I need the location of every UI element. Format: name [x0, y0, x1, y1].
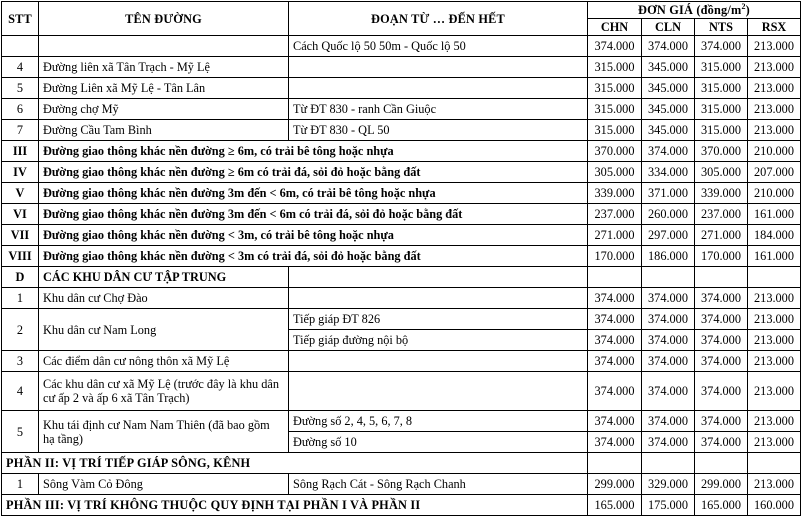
cell-road-name: Đường giao thông khác nền đường ≥ 6m có trải đá, sỏi đỏ hoặc bằng đất	[39, 162, 588, 183]
cell-cln: 186.000	[642, 246, 695, 267]
price-table-document	[0, 1, 800, 513]
cell-cln	[642, 267, 695, 288]
cell-chn: 374.000	[588, 351, 642, 372]
cell-road-name: Khu tái định cư Nam Nam Thiên (đã bao gồm hạ tầng)	[39, 411, 289, 453]
cell-cln: 374.000	[642, 372, 695, 411]
cell-segment: Từ ĐT 830 - QL 50	[289, 120, 588, 141]
cell-stt: D	[2, 267, 39, 288]
cell-nts: 170.000	[695, 246, 748, 267]
table-row	[2, 57, 801, 78]
cell-nts: 374.000	[695, 36, 748, 57]
cell-nts: 374.000	[695, 372, 748, 411]
cell-rsx: 213.000	[748, 120, 801, 141]
cell-nts: 237.000	[695, 204, 748, 225]
table-row	[2, 183, 801, 204]
cell-cln: 374.000	[642, 36, 695, 57]
cell-cln: 374.000	[642, 330, 695, 351]
table-row	[2, 36, 801, 57]
cell-rsx: 213.000	[748, 330, 801, 351]
cell-chn: 315.000	[588, 99, 642, 120]
cell-stt: V	[2, 183, 39, 204]
cell-segment	[289, 372, 588, 411]
cell-segment	[289, 78, 588, 99]
cell-segment: Đường số 10	[289, 432, 588, 453]
cell-nts: 374.000	[695, 330, 748, 351]
header-nts: NTS	[695, 19, 748, 36]
cell-nts: 305.000	[695, 162, 748, 183]
cell-segment: Cách Quốc lộ 50 50m - Quốc lộ 50	[289, 36, 588, 57]
table-row	[2, 474, 801, 495]
cell-nts: 315.000	[695, 78, 748, 99]
header-unit-price-superscript: 2	[741, 1, 746, 11]
cell-chn: 315.000	[588, 57, 642, 78]
cell-road-name: Đường Liên xã Mỹ Lệ - Tân Lân	[39, 78, 289, 99]
cell-road-name: Đường giao thông khác nền đường ≥ 6m, có trải bê tông hoặc nhựa	[39, 141, 588, 162]
header-segment: ĐOẠN TỪ … ĐẾN HẾT	[289, 2, 588, 36]
table-row	[2, 99, 801, 120]
cell-chn: 374.000	[588, 330, 642, 351]
cell-rsx: 213.000	[748, 78, 801, 99]
table-body	[2, 36, 801, 516]
cell-rsx: 213.000	[748, 372, 801, 411]
cell-stt: 4	[2, 372, 39, 411]
cell-segment: Đường số 2, 4, 5, 6, 7, 8	[289, 411, 588, 432]
cell-rsx: 213.000	[748, 57, 801, 78]
cell-rsx: 213.000	[748, 99, 801, 120]
table-row	[2, 162, 801, 183]
header-stt: STT	[2, 2, 39, 36]
table-row	[2, 351, 801, 372]
cell-chn	[588, 453, 642, 474]
cell-nts: 370.000	[695, 141, 748, 162]
cell-chn: 170.000	[588, 246, 642, 267]
cell-rsx: 161.000	[748, 204, 801, 225]
cell-stt: 5	[2, 78, 39, 99]
cell-stt: 3	[2, 351, 39, 372]
cell-segment	[289, 267, 588, 288]
cell-road-name: Đường chợ Mỹ	[39, 99, 289, 120]
header-unit-price	[588, 2, 801, 19]
cell-nts: 165.000	[695, 495, 748, 516]
cell-nts: 339.000	[695, 183, 748, 204]
header-road-name: TÊN ĐƯỜNG	[39, 2, 289, 36]
cell-rsx: 213.000	[748, 309, 801, 330]
cell-rsx: 161.000	[748, 246, 801, 267]
cell-cln: 371.000	[642, 183, 695, 204]
cell-segment	[289, 57, 588, 78]
table-row	[2, 204, 801, 225]
section-title: PHẦN II: VỊ TRÍ TIẾP GIÁP SÔNG, KÊNH	[2, 453, 588, 474]
cell-cln: 175.000	[642, 495, 695, 516]
cell-cln: 329.000	[642, 474, 695, 495]
cell-stt: VI	[2, 204, 39, 225]
cell-nts: 299.000	[695, 474, 748, 495]
table-row	[2, 372, 801, 411]
cell-segment: Từ ĐT 830 - ranh Cần Giuộc	[289, 99, 588, 120]
cell-stt: 7	[2, 120, 39, 141]
cell-cln: 374.000	[642, 288, 695, 309]
cell-rsx: 213.000	[748, 411, 801, 432]
cell-cln: 345.000	[642, 99, 695, 120]
cell-road-name	[39, 36, 289, 57]
cell-chn: 370.000	[588, 141, 642, 162]
cell-road-name: Đường giao thông khác nền đường < 3m có trải đá, sỏi đỏ hoặc bằng đất	[39, 246, 588, 267]
table-row	[2, 411, 801, 432]
cell-chn: 315.000	[588, 78, 642, 99]
cell-road-name: Đường liên xã Tân Trạch - Mỹ Lệ	[39, 57, 289, 78]
cell-nts: 315.000	[695, 99, 748, 120]
cell-nts: 374.000	[695, 309, 748, 330]
cell-stt: 5	[2, 411, 39, 453]
cell-stt	[2, 36, 39, 57]
cell-segment: Sông Rạch Cát - Sông Rạch Chanh	[289, 474, 588, 495]
cell-rsx: 213.000	[748, 288, 801, 309]
cell-stt: 1	[2, 288, 39, 309]
cell-segment	[289, 351, 588, 372]
cell-cln: 345.000	[642, 78, 695, 99]
cell-chn	[588, 267, 642, 288]
table-row	[2, 225, 801, 246]
cell-nts	[695, 267, 748, 288]
cell-rsx: 210.000	[748, 141, 801, 162]
cell-rsx: 160.000	[748, 495, 801, 516]
cell-road-name: Các khu dân cư xã Mỹ Lệ (trước đây là khu dân cư ấp 2 và ấp 6 xã Tân Trạch)	[39, 372, 289, 411]
cell-road-name: CÁC KHU DÂN CƯ TẬP TRUNG	[39, 267, 289, 288]
cell-chn: 339.000	[588, 183, 642, 204]
cell-road-name: Đường giao thông khác nền đường 3m đến < 6m có trải đá, sỏi đỏ hoặc bằng đất	[39, 204, 588, 225]
header-row-top	[2, 2, 801, 19]
cell-cln: 374.000	[642, 141, 695, 162]
land-price-table	[1, 1, 801, 516]
cell-chn: 374.000	[588, 309, 642, 330]
header-unit-price-close: )	[745, 3, 750, 17]
cell-nts: 374.000	[695, 432, 748, 453]
cell-cln: 374.000	[642, 432, 695, 453]
cell-cln: 374.000	[642, 411, 695, 432]
cell-stt: VIII	[2, 246, 39, 267]
cell-segment	[289, 288, 588, 309]
cell-nts: 374.000	[695, 351, 748, 372]
cell-chn: 374.000	[588, 36, 642, 57]
cell-rsx: 207.000	[748, 162, 801, 183]
cell-rsx	[748, 267, 801, 288]
cell-nts: 315.000	[695, 120, 748, 141]
cell-cln: 297.000	[642, 225, 695, 246]
cell-segment: Tiếp giáp đường nội bộ	[289, 330, 588, 351]
cell-rsx: 213.000	[748, 351, 801, 372]
cell-chn: 237.000	[588, 204, 642, 225]
cell-cln: 374.000	[642, 309, 695, 330]
cell-stt: VII	[2, 225, 39, 246]
cell-rsx: 213.000	[748, 36, 801, 57]
cell-nts	[695, 453, 748, 474]
table-section-row	[2, 495, 801, 516]
cell-cln: 345.000	[642, 120, 695, 141]
cell-rsx: 213.000	[748, 474, 801, 495]
cell-cln: 260.000	[642, 204, 695, 225]
table-row	[2, 246, 801, 267]
cell-stt: 4	[2, 57, 39, 78]
cell-road-name: Đường giao thông khác nền đường 3m đến < 6m, có trải bê tông hoặc nhựa	[39, 183, 588, 204]
cell-stt: III	[2, 141, 39, 162]
cell-stt: 6	[2, 99, 39, 120]
cell-road-name: Đường Cầu Tam Bình	[39, 120, 289, 141]
cell-stt: 2	[2, 309, 39, 351]
cell-rsx: 210.000	[748, 183, 801, 204]
header-cln: CLN	[642, 19, 695, 36]
cell-segment: Tiếp giáp ĐT 826	[289, 309, 588, 330]
cell-road-name: Khu dân cư Chợ Đào	[39, 288, 289, 309]
cell-rsx	[748, 453, 801, 474]
table-row	[2, 120, 801, 141]
cell-nts: 315.000	[695, 57, 748, 78]
cell-chn: 299.000	[588, 474, 642, 495]
cell-chn: 271.000	[588, 225, 642, 246]
cell-chn: 374.000	[588, 432, 642, 453]
cell-nts: 374.000	[695, 288, 748, 309]
cell-road-name: Đường giao thông khác nền đường < 3m, có trải bê tông hoặc nhựa	[39, 225, 588, 246]
table-row	[2, 141, 801, 162]
section-title: PHẦN III: VỊ TRÍ KHÔNG THUỘC QUY ĐỊNH TẠI PHẦN I VÀ PHẦN II	[2, 495, 588, 516]
cell-cln	[642, 453, 695, 474]
cell-nts: 271.000	[695, 225, 748, 246]
cell-cln: 345.000	[642, 57, 695, 78]
header-rsx: RSX	[748, 19, 801, 36]
cell-cln: 374.000	[642, 351, 695, 372]
cell-chn: 315.000	[588, 120, 642, 141]
table-row	[2, 267, 801, 288]
table-row	[2, 78, 801, 99]
table-row	[2, 309, 801, 330]
cell-chn: 374.000	[588, 411, 642, 432]
table-section-row	[2, 453, 801, 474]
cell-rsx: 213.000	[748, 432, 801, 453]
cell-stt: IV	[2, 162, 39, 183]
cell-cln: 334.000	[642, 162, 695, 183]
cell-chn: 305.000	[588, 162, 642, 183]
table-row	[2, 288, 801, 309]
header-unit-price-text: ĐƠN GIÁ (đồng/m	[638, 3, 742, 17]
header-chn: CHN	[588, 19, 642, 36]
cell-road-name: Sông Vàm Cỏ Đông	[39, 474, 289, 495]
cell-road-name: Khu dân cư Nam Long	[39, 309, 289, 351]
cell-road-name: Các điểm dân cư nông thôn xã Mỹ Lệ	[39, 351, 289, 372]
table-header	[2, 2, 801, 36]
cell-chn: 165.000	[588, 495, 642, 516]
cell-chn: 374.000	[588, 372, 642, 411]
cell-nts: 374.000	[695, 411, 748, 432]
cell-chn: 374.000	[588, 288, 642, 309]
cell-stt: 1	[2, 474, 39, 495]
cell-rsx: 184.000	[748, 225, 801, 246]
